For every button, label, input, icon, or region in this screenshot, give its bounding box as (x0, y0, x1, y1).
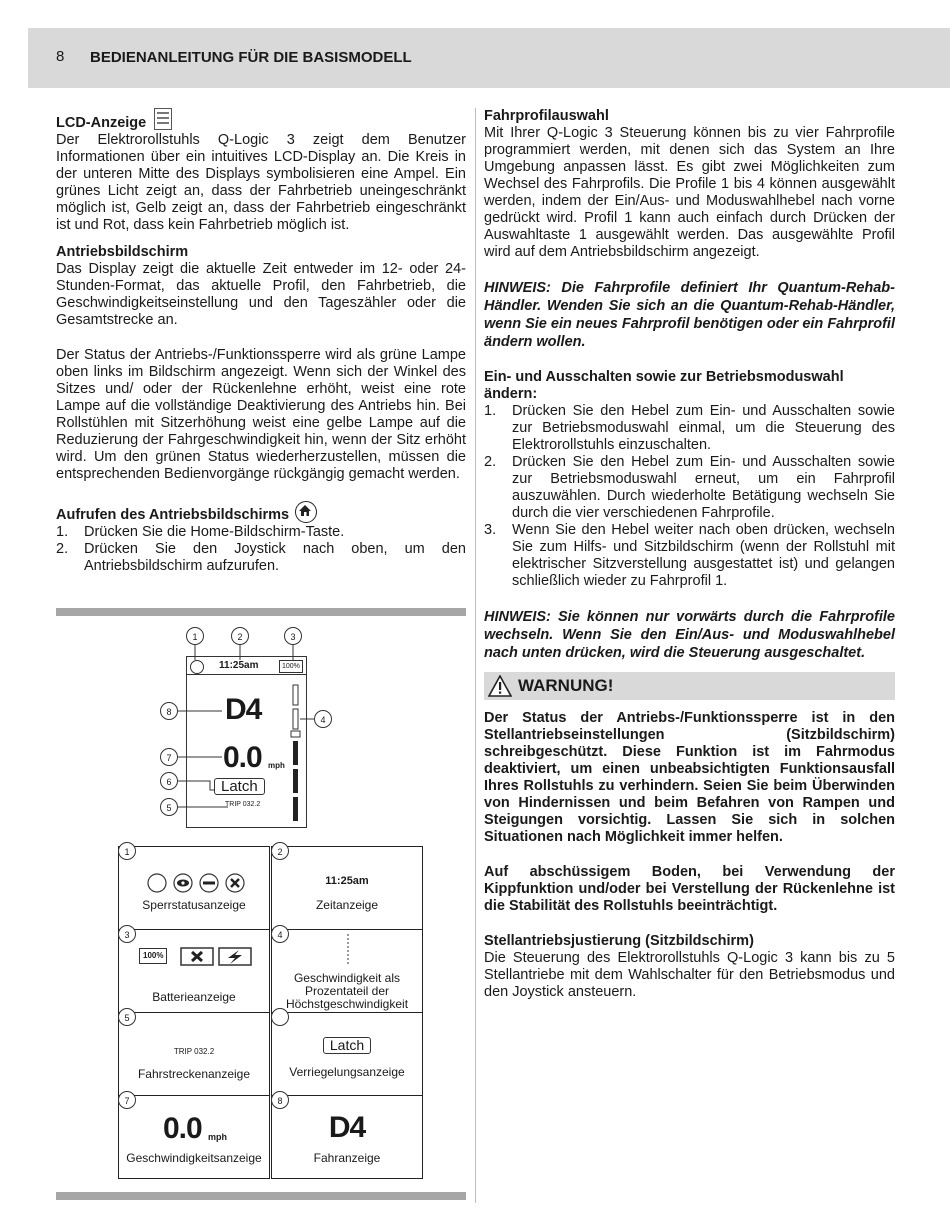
screen-latch (214, 778, 265, 796)
cell-speed-unit: mph (208, 1132, 227, 1142)
screen-time: 11:25am (219, 660, 259, 671)
cell-callout-7: 7 (118, 1091, 136, 1109)
drive-screen-paragraph: Das Display zeigt die aktuelle Zeit entweder im 12- oder 24-Stunden-Format, das aktuelle Profil, den Fahrbetrieb, die Geschwindigkeitseinstellung und den Tageszähler oder die Gesamtstrecke an. (56, 261, 466, 328)
profile-heading: Fahrprofilauswahl (484, 108, 609, 124)
cell-callout-1: 1 (118, 842, 136, 860)
cell-profile-value: D4 (328, 1111, 366, 1144)
warning-icon (488, 675, 512, 697)
cell-time-value: 11:25am (325, 875, 369, 887)
screen-profile: D4 (225, 693, 262, 726)
list-item (56, 524, 466, 541)
list-item (484, 403, 895, 454)
lock-status-icons (145, 871, 255, 895)
battery-full-icon: 100% (139, 948, 167, 964)
step-text: Drücken Sie die Home-Bildschirm-Taste. (84, 524, 345, 540)
cell-lock-status (118, 846, 270, 930)
list-item (484, 522, 895, 590)
step-number: 2. (56, 541, 69, 557)
cell-callout-6 (271, 1008, 289, 1026)
cell-trip (118, 1012, 270, 1096)
page-title: BEDIENANLEITUNG FÜR DIE BASISMODELL (90, 49, 412, 66)
lcd-heading-text: LCD-Anzeige (56, 115, 147, 131)
figure-bottom-bar (56, 1192, 466, 1200)
callout-2: 2 (231, 627, 249, 645)
cell-label: Sperrstatusanzeige (142, 898, 246, 912)
cell-callout-5: 5 (118, 1008, 136, 1026)
lcd-display-icon (154, 108, 172, 130)
list-item (56, 541, 466, 575)
list-item (484, 454, 895, 522)
drive-screen-heading: Antriebsbildschirm (56, 244, 189, 260)
warning-banner (484, 672, 895, 700)
call-heading-text: Aufrufen des Antriebsbildschirms (56, 507, 290, 523)
step-text: Drücken Sie den Hebel zum Ein- und Ausschalten sowie zur Betriebsmoduswahl einmal, um die Steuerung des Elektrorollstuhls einzuschalten. (512, 403, 895, 453)
screen-battery: 100% (279, 660, 303, 673)
step-text: Drücken Sie den Joystick nach oben, um den Antriebsbildschirm aufzurufen. (84, 541, 466, 574)
right-column (484, 108, 895, 1001)
callout-7: 7 (160, 748, 178, 766)
lcd-screen (186, 656, 307, 828)
cell-battery (118, 929, 270, 1013)
callout-8: 8 (160, 702, 178, 720)
step-text: Wenn Sie den Hebel weiter nach oben drücken, wechseln Sie zum Hilfs- und Sitzbildschirm (wenn der Rollstuhl mit elektrischer Sitzverstellung ausgestattet ist) und gelangen schließlich wieder zu Fahrprofil 1. (512, 522, 895, 589)
lcd-paragraph: Der Elektrorollstuhls Q-Logic 3 zeigt dem Benutzer Informationen über ein intuitives LCD-Display an. Die Kreis in der unteren Mitte des Displays symbolisieren eine Ampel. Ein grünes Licht zeigt an, dass der Fahrbetrieb uneingeschränkt möglich ist, Gelb zeigt an, dass der Fahrbetrieb eingeschränkt ist und Rot, dass kein Fahrbetrieb möglich ist. (56, 132, 466, 233)
lcd-section-heading (56, 108, 466, 132)
page-header (28, 28, 950, 88)
cell-speed-percent (271, 929, 423, 1013)
page-number: 8 (56, 48, 65, 65)
warning-paragraph-2: Auf abschüssigem Boden, bei Verwendung der Kippfunktion und/oder bei Verstellung der Rückenlehne ist die Stabilität des Rollstuhls beeinträchtigt. (484, 864, 895, 914)
screen-speed: 0.0 (223, 741, 262, 774)
cell-label: Geschwindigkeitsanzeige (126, 1151, 262, 1165)
latch-value: Latch (323, 1037, 371, 1054)
profile-paragraph: Mit Ihrer Q-Logic 3 Steuerung können bis zu vier Fahrprofile programmiert werden, mit denen sich das System an Ihre Umgebung anpassen lässt. Es gibt zwei Möglichkeiten zum Wechsel des Fahrprofils. Die Profile 1 bis 4 können ausgewählt werden, indem der Ein/Aus- und Moduswahlhebel nach vorne gedrückt wird. Profil 1 kann auch einfach durch Drücken der Auswahltaste 1 ausgewählt werden. Das ausgewählte Profil wird auf dem Antriebsbildschirm angezeigt. (484, 125, 895, 260)
latch-label: Latch (214, 778, 265, 795)
cell-label: Geschwindigkeit als Prozentateil der Höchstgeschwindigkeit (285, 971, 409, 1011)
cell-callout-3: 3 (118, 925, 136, 943)
callout-5: 5 (160, 798, 178, 816)
note-profiles: HINWEIS: Die Fahrprofile definiert Ihr Quantum-Rehab-Händler. Wenden Sie sich an die Quantum-Rehab-Händler, wenn Sie ein neues Fahrprofil benötigen oder ein Fahrprofil ändern wollen. (484, 280, 895, 350)
step-number: 1. (56, 524, 69, 540)
cell-latch (271, 1012, 423, 1096)
callout-3: 3 (284, 627, 302, 645)
call-steps-list (56, 524, 466, 575)
speed-scale-mark (345, 934, 351, 964)
callout-6: 6 (160, 772, 178, 790)
status-paragraph: Der Status der Antriebs-/Funktionssperre wird als grüne Lampe oben links im Bildschirm angezeigt. Wenn sich der Winkel des Sitzes und/ oder der Rückenlehne erhöht, weist eine rote Lampe auf die vollständige Deaktivierung des Antriebs hin. Bei Rollstühlen mit Sitzerhöhung weist eine gelbe Lampe auf die Reduzierung der Fahrgeschwindigkeit hin, wenn der Sitz erhöht wird. Um den grünen Status wiederherzustellen, müssen die entsprechenden Bedienvorgänge rückgängig gemacht werden. (56, 347, 466, 482)
figure-top-bar (56, 608, 466, 616)
cell-label: Batterieanzeige (152, 990, 236, 1004)
cell-time (271, 846, 423, 930)
step-number: 3. (484, 522, 497, 538)
actuator-paragraph: Die Steuerung des Elektrorollstuhls Q-Logic 3 kann bis zu 5 Stellantriebe mit dem Wahlschalter für den Betriebsmodus und den Joystick ansteuern. (484, 950, 895, 1000)
cell-speed (118, 1095, 270, 1179)
step-number: 1. (484, 403, 497, 419)
step-text: Drücken Sie den Hebel zum Ein- und Ausschalten sowie zur Betriebsmoduswahl erneut, um ein Fahrprofil auszuwählen. Durch wiederholte Betätigung wechseln Sie durch die vier verschiedenen Fahrprofile. (512, 454, 895, 521)
battery-status-icons (179, 946, 259, 968)
screen-speed-unit: mph (268, 761, 285, 770)
warning-title: WARNUNG! (518, 676, 614, 695)
cell-label: Fahranzeige (313, 1151, 381, 1165)
cell-label: Verriegelungsanzeige (289, 1065, 405, 1079)
cell-label: Zeitanzeige (315, 898, 379, 912)
cell-label: Fahrstreckenanzeige (137, 1067, 251, 1081)
screen-trip: TRIP 032.2 (225, 801, 261, 808)
column-divider (475, 108, 476, 1203)
warning-paragraph-1: Der Status der Antriebs-/Funktionssperre ist in den Stellantriebseinstellungen (Sitzbildschirm) schreibgeschützt. Diese Funktion ist im Fahrmodus deaktiviert, um einen unbeabsichtigten Funktionsausfall Ihres Rollstuhls zu verhindern. Seien Sie beim Überwinden von Hindernissen und beim Befahren von Rampen und Steigungen vorsichtig. Lassen Sie sich in solchen Situationen nach Möglichkeit immer helfen. (484, 710, 895, 845)
lock-status-lamp (190, 660, 204, 674)
note-forward-only: HINWEIS: Sie können nur vorwärts durch die Fahrprofile wechseln. Wenn Sie den Ein/Aus- und Moduswahlhebel nach unten drücken, wird die Steuerung ausgeschaltet. (484, 609, 895, 661)
cell-callout-8: 8 (271, 1091, 289, 1109)
home-icon (295, 501, 317, 523)
cell-callout-4: 4 (271, 925, 289, 943)
cell-speed-value: 0.0 (163, 1112, 202, 1145)
call-drive-screen-heading (56, 501, 466, 524)
cell-latch-box (272, 1037, 422, 1054)
left-column (56, 108, 466, 575)
cell-profile (271, 1095, 423, 1179)
onoff-heading: Ein- und Ausschalten sowie zur Betriebsmoduswahl ändern: (484, 369, 844, 402)
cell-callout-2: 2 (271, 842, 289, 860)
step-number: 2. (484, 454, 497, 470)
drive-screen-diagram (118, 624, 428, 1184)
callout-1: 1 (186, 627, 204, 645)
actuator-heading: Stellantriebsjustierung (Sitzbildschirm) (484, 933, 754, 949)
onoff-steps-list (484, 403, 895, 590)
cell-trip-value: TRIP 032.2 (173, 1047, 215, 1056)
callout-4: 4 (314, 710, 332, 728)
speed-bar-gauge (290, 683, 304, 823)
